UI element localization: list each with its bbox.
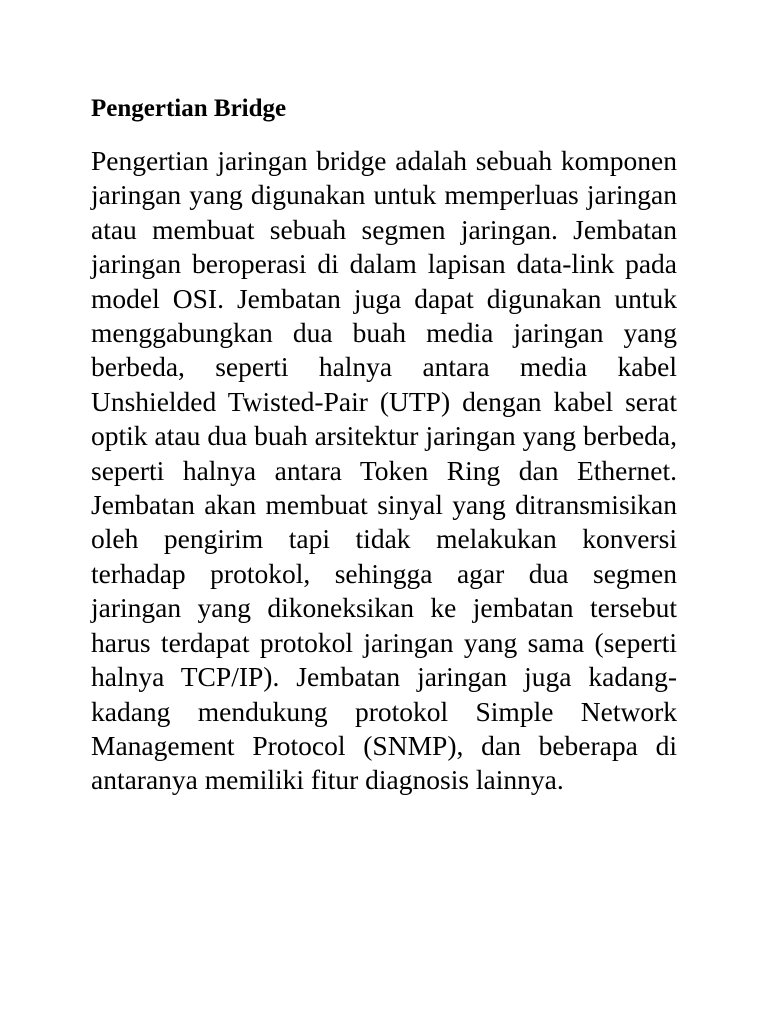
- body-paragraph: Pengertian jaringan bridge adalah sebuah komponen jaringan yang digunakan untuk memperluas jaringan atau membuat sebuah segmen jaringan. Jembatan jaringan beroperasi di dalam lapisan data-link pada model OSI. Jembatan juga dapat digunakan untuk menggabungkan dua buah media jaringan yang berbeda, seperti halnya antara media kabel Unshielded Twisted-Pair (UTP) dengan kabel serat optik atau dua buah arsitektur jaringan yang berbeda, seperti halnya antara Token Ring dan Ethernet. Jembatan akan membuat sinyal yang ditransmisikan oleh pengirim tapi tidak melakukan konversi terhadap protokol, sehingga agar dua segmen jaringan yang dikoneksikan ke jembatan tersebut harus terdapat protokol jaringan yang sama (seperti halnya TCP/IP). Jembatan jaringan juga kadang-kadang mendukung protokol Simple Network Management Protocol (SNMP), dan beberapa di antaranya memiliki fitur diagnosis lainnya.: [91, 145, 677, 796]
- document-content: [91, 92, 677, 798]
- page-title: Pengertian Bridge: [91, 95, 287, 122]
